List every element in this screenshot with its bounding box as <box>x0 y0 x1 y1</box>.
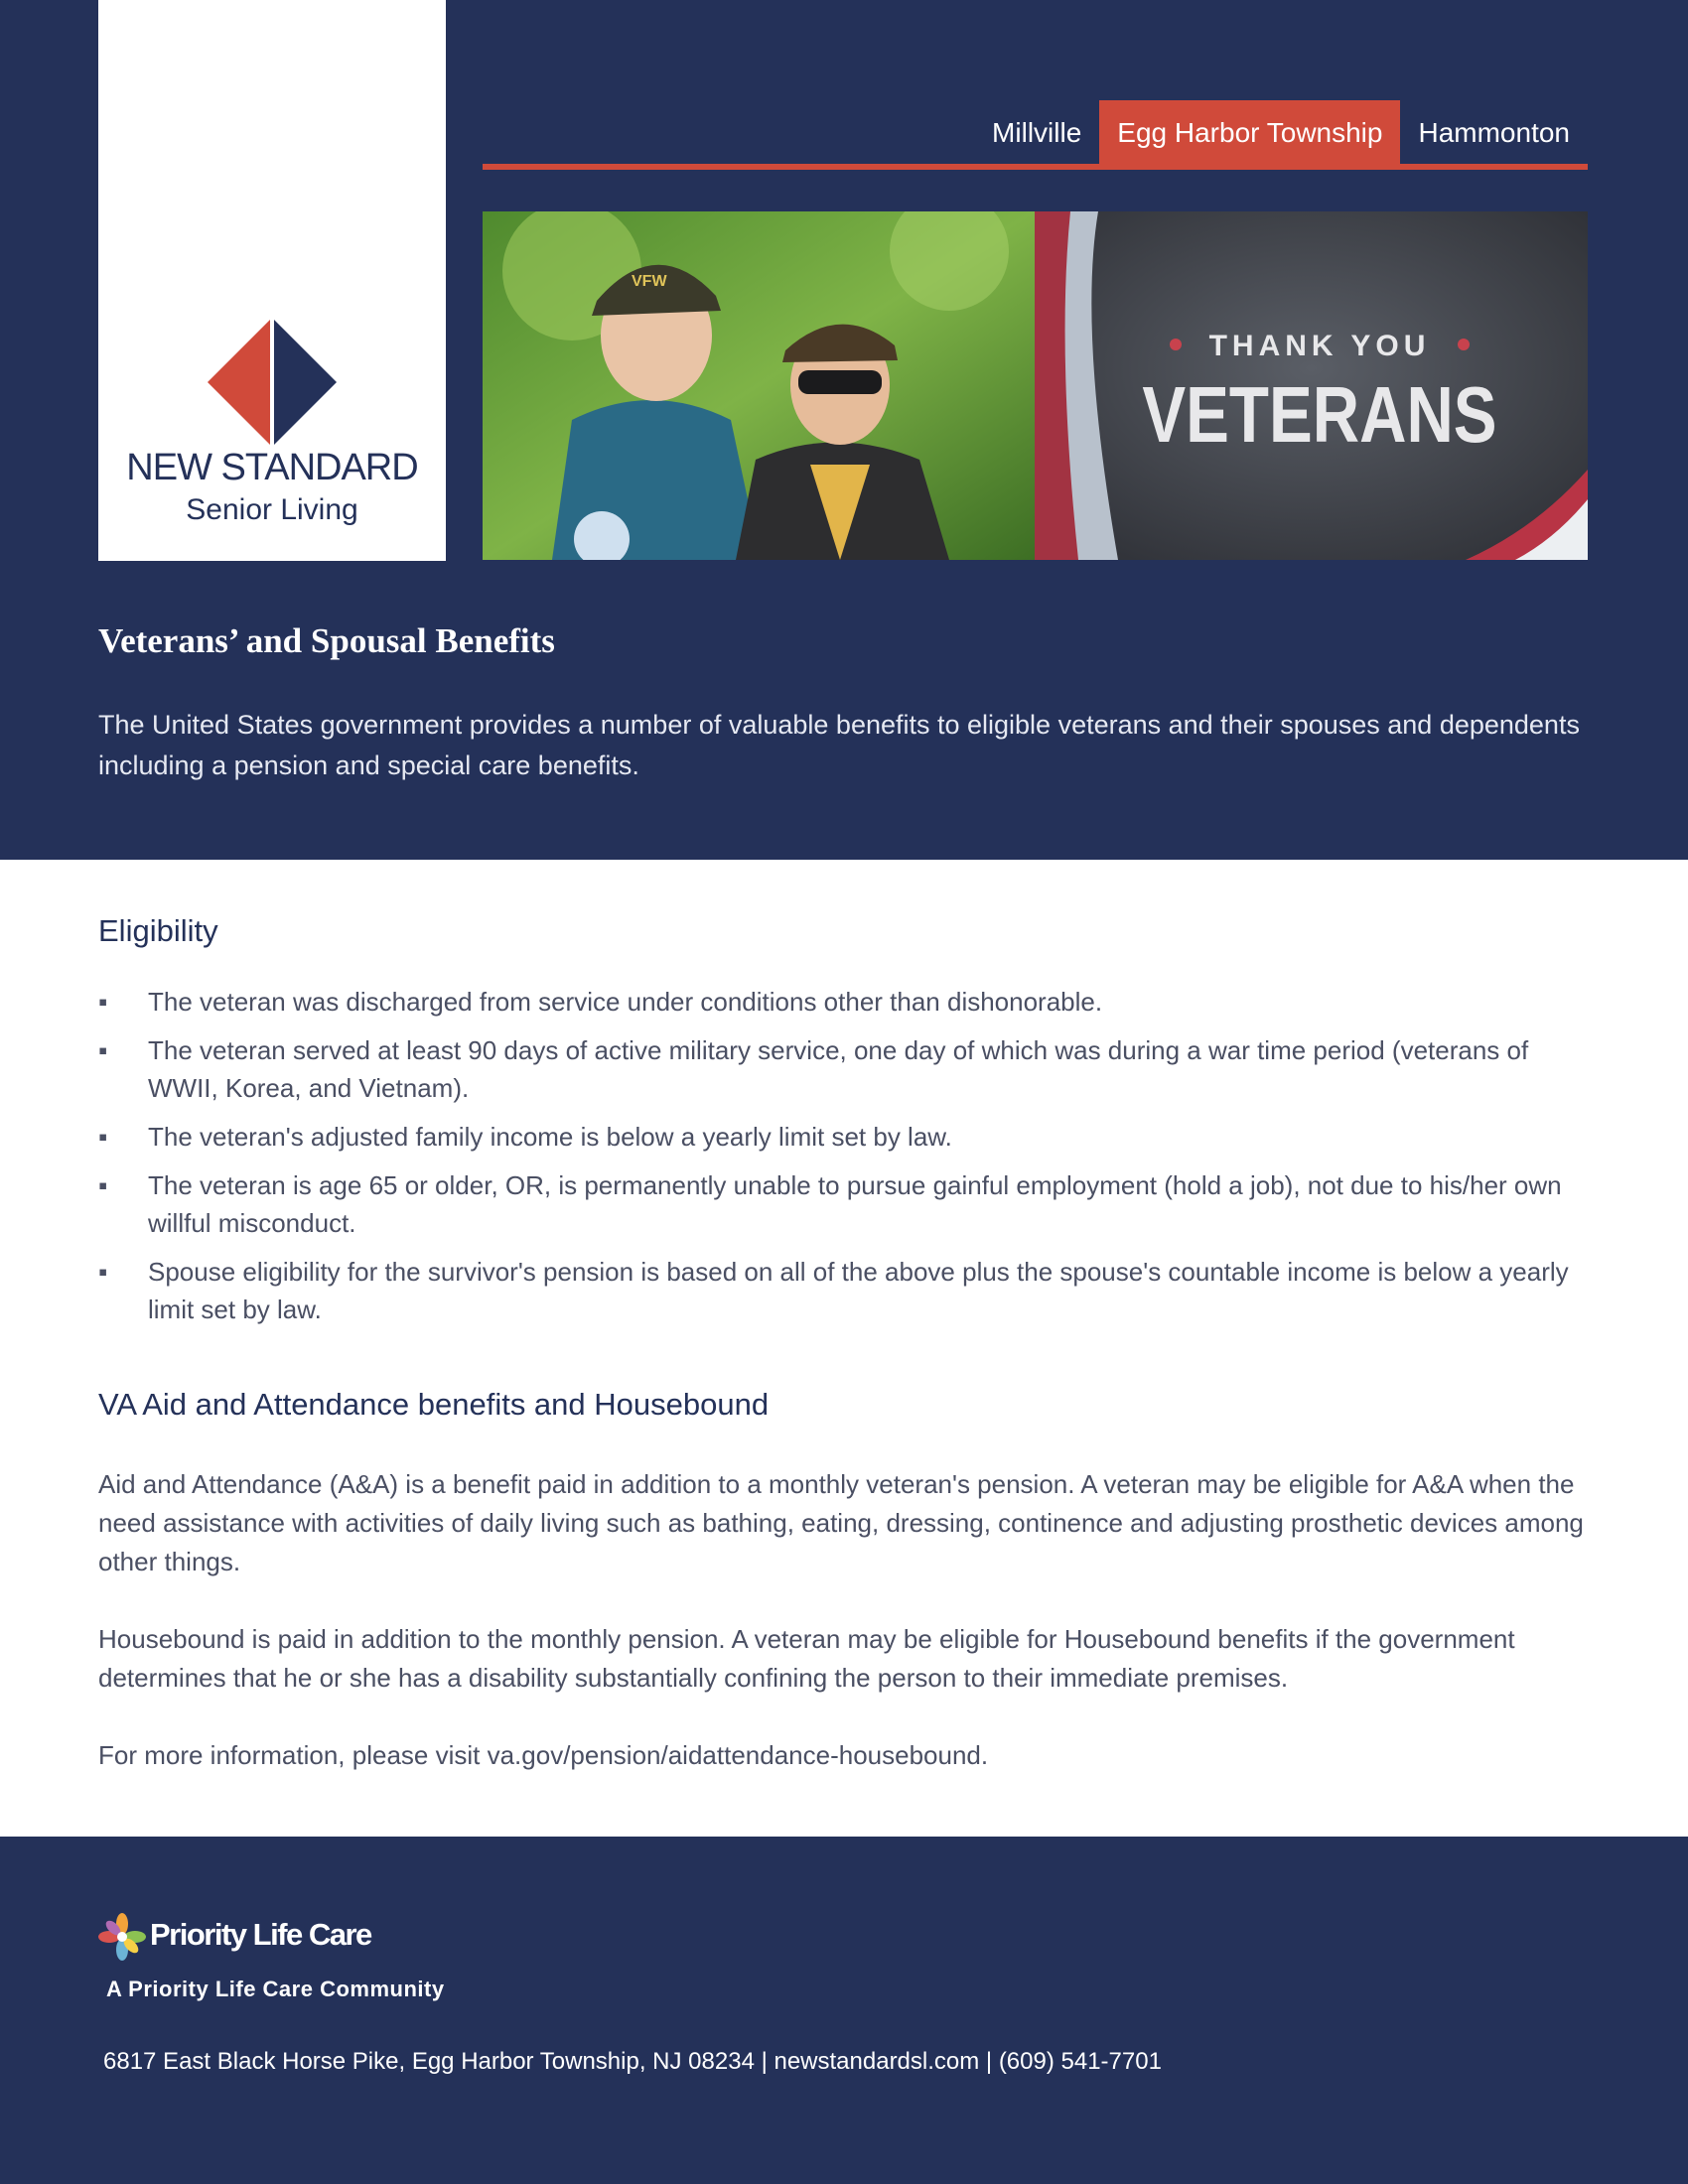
vfw-cap-text: VFW <box>632 273 667 290</box>
footer-brand: Priority Life Care <box>150 1917 371 1952</box>
aid-heading: VA Aid and Attendance benefits and Housebound <box>98 1387 770 1422</box>
tab-millville[interactable]: Millville <box>992 117 1082 148</box>
tab-egg-harbor-township[interactable]: Egg Harbor Township <box>1099 100 1400 166</box>
veterans-banner-image <box>483 211 1588 560</box>
footer-contact: 6817 East Black Horse Pike, Egg Harbor Township, NJ 08234 | newstandardsl.com | (609) 541-7701 <box>103 2048 1162 2075</box>
bullet-icon: ▪ <box>98 1122 108 1152</box>
intro-text: The United States government provides a number of valuable benefits to eligible veterans and their spouses and dependents including a pension and special care benefits. <box>98 710 1580 780</box>
list-item: ▪ The veteran's adjusted family income is below a yearly limit set by law. <box>98 1118 1593 1156</box>
diamond-logo-icon <box>208 318 337 447</box>
brand-logo-panel <box>98 0 446 561</box>
bullet-icon: ▪ <box>98 987 108 1017</box>
tab-hammonton[interactable]: Hammonton <box>1418 117 1570 148</box>
eligibility-list <box>98 983 1593 1339</box>
list-item: ▪ The veteran served at least 90 days of active military service, one day of which was during a war time period (veterans of WWII, Korea, and Vietnam). <box>98 1031 1593 1107</box>
aid-paragraph: Aid and Attendance (A&A) is a benefit paid in addition to a monthly veteran's pension. A veteran may be eligible for A&A when the need assistance with activities of daily living such as bathing, eating, dressing, continence and adjusting prosthetic devices among other things. <box>98 1469 1584 1576</box>
bullet-icon: ▪ <box>98 1257 108 1287</box>
bullet-icon: ▪ <box>98 1170 108 1200</box>
tab-underline <box>483 164 1588 170</box>
banner-line1: THANK YOU <box>1208 330 1431 362</box>
banner-line2: VETERANS <box>1142 369 1497 460</box>
list-item: ▪ The veteran was discharged from service under conditions other than dishonorable. <box>98 983 1593 1021</box>
logo-title: NEW STANDARD <box>126 447 418 488</box>
location-tabs <box>974 100 1588 166</box>
flower-logo-icon <box>98 1913 146 1961</box>
more-info-paragraph: For more information, please visit va.gov/pension/aidattendance-housebound. <box>98 1740 989 1770</box>
footer-band <box>0 1837 1688 2184</box>
list-item: ▪ The veteran is age 65 or older, OR, is permanently unable to pursue gainful employment (hold a job), not due to his/her own willful misconduct. <box>98 1166 1593 1242</box>
housebound-paragraph: Housebound is paid in addition to the monthly pension. A veteran may be eligible for Housebound benefits if the government determines that he or she has a disability substantially confining the person to their immediate premises. <box>98 1624 1515 1693</box>
footer-tagline: A Priority Life Care Community <box>106 1977 445 2001</box>
eligibility-heading: Eligibility <box>98 913 218 948</box>
bullet-icon: ▪ <box>98 1035 108 1065</box>
logo-subtitle: Senior Living <box>186 493 358 526</box>
list-item: ▪ Spouse eligibility for the survivor's pension is based on all of the above plus the spouse's countable income is below a yearly limit set by law. <box>98 1253 1593 1328</box>
page-title: Veterans’ and Spousal Benefits <box>98 621 555 660</box>
